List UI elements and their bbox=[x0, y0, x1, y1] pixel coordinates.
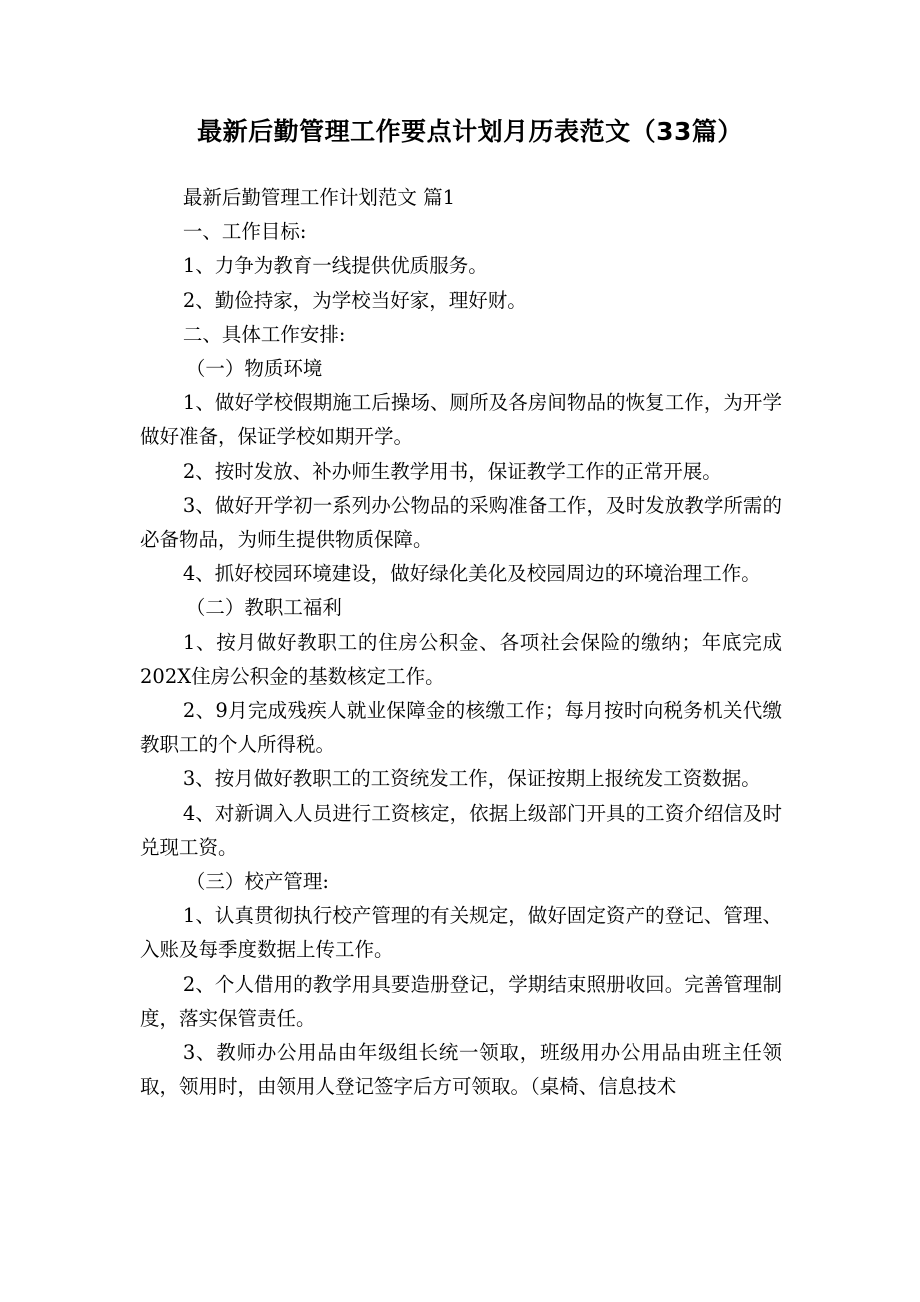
subsection-heading: （二）教职工福利 bbox=[185, 596, 342, 620]
document-title: 最新后勤管理工作要点计划月历表范文（33篇） bbox=[197, 117, 743, 146]
paragraph: 2、个人借用的教学用具要造册登记，学期结束照册收回。完善管理制度，落实保管责任。 bbox=[140, 972, 782, 1030]
paragraph: 4、抓好校园环境建设，做好绿化美化及校园周边的环境治理工作。 bbox=[182, 562, 761, 586]
paragraph: 1、认真贯彻执行校产管理的有关规定，做好固定资产的登记、管理、入账及每季度数据上传工作。 bbox=[140, 904, 782, 962]
document-body bbox=[140, 181, 782, 1104]
paragraph: 3、做好开学初一系列办公物品的采购准备工作，及时发放教学所需的必备物品，为师生提供物质保障。 bbox=[140, 493, 782, 552]
paragraph: 2、按时发放、补办师生教学用书，保证教学工作的正常开展。 bbox=[182, 459, 722, 483]
paragraph: 3、教师办公用品由年级组长统一领取，班级用办公用品由班主任领取，领用时，由领用人登记签字后方可领取。（桌椅、信息技术 bbox=[140, 1041, 782, 1099]
paragraph: 1、做好学校假期施工后操场、厕所及各房间物品的恢复工作，为开学做好准备，保证学校如期开学。 bbox=[140, 391, 782, 449]
paragraph: 4、对新调入人员进行工资核定，依据上级部门开具的工资介绍信及时兑现工资。 bbox=[140, 801, 782, 859]
paragraph: 1、力争为教育一线提供优质服务。 bbox=[182, 254, 488, 278]
subsection-heading: （一）物质环境 bbox=[185, 357, 323, 381]
paragraph: 3、按月做好教职工的工资统发工作，保证按期上报统发工资数据。 bbox=[182, 767, 761, 791]
paragraph: 2、9月完成残疾人就业保障金的核缴工作；每月按时向税务机关代缴教职工的个人所得税。 bbox=[140, 699, 782, 757]
section-heading: 一、工作目标: bbox=[182, 220, 307, 244]
paragraph: 1、按月做好教职工的住房公积金、各项社会保险的缴纳；年底完成202X住房公积金的基数核定工作。 bbox=[140, 630, 782, 688]
section-heading: 最新后勤管理工作计划范文 篇1 bbox=[182, 186, 455, 209]
section-heading: 二、具体工作安排: bbox=[182, 322, 346, 346]
subsection-heading: （三）校产管理: bbox=[185, 870, 329, 894]
paragraph: 2、勤俭持家，为学校当好家，理好财。 bbox=[182, 288, 527, 312]
